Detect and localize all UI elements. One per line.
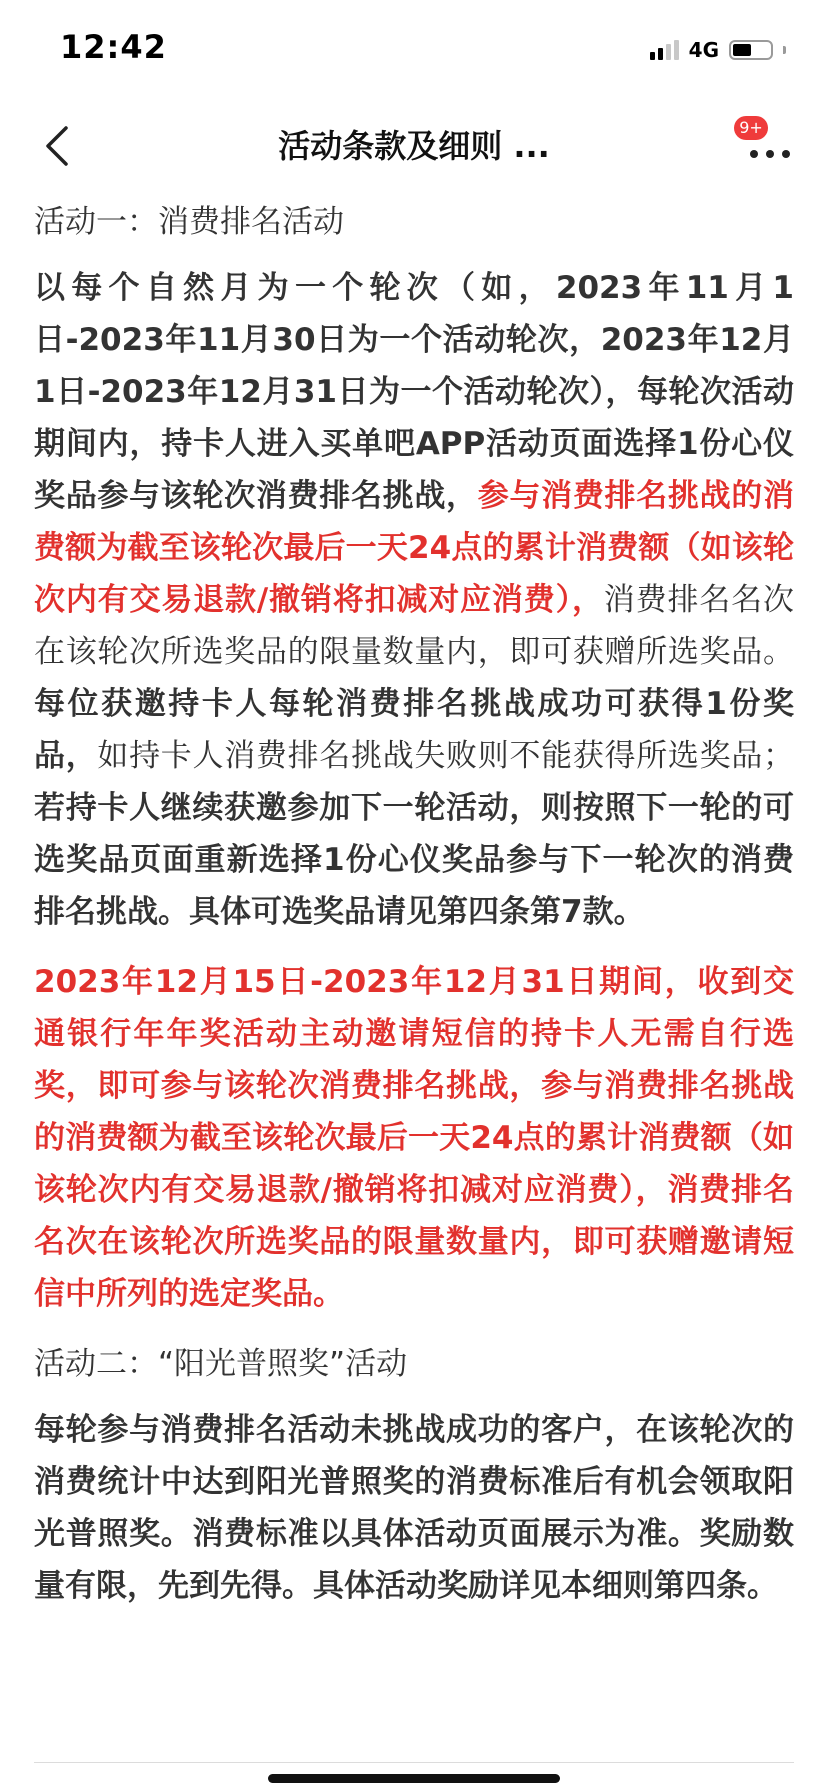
p1-sentence-1: 以每个自然月为一个轮次（如，2023年11月1日-2023年11月30日为一个活动轮次，2023年12月1日-2023年12月31日为一个活动轮次），每轮次活动期间内，持卡人进入买单吧APP活动页面选择1份心仪奖品参与该轮次消费排名挑战， — [34, 270, 794, 514]
activity-two-heading: 活动二：“阳光普照奖”活动 — [34, 1346, 408, 1382]
status-bar — [0, 0, 828, 96]
status-indicators — [650, 38, 786, 62]
p1-sentence-3: 消费排名名次在该轮次所选奖品的限量数量内，即可获赠所选奖品。 — [34, 582, 794, 670]
chevron-left-icon — [36, 116, 80, 176]
invitation-paragraph: 2023年12月15日-2023年12月31日期间，收到交通银行年年奖活动主动邀请短信的持卡人无需自行选奖，即可参与该轮次消费排名挑战，参与消费排名挑战的消费额为截至该轮次最后一天24点的累计消费额（如该轮次内有交易退款/撤销将扣减对应消费），消费排名名次在该轮次所选奖品的限量数量内，即可获赠邀请短信中所列的选定奖品。 — [34, 964, 794, 1312]
more-button[interactable] — [739, 116, 798, 176]
navigation-bar — [0, 96, 828, 206]
p1-sentence-4: 每位获邀持卡人每轮消费排名挑战成功可获得1份奖品， — [34, 686, 794, 774]
page-title: 活动条款及细则 ... — [278, 127, 550, 165]
signal-icon — [650, 40, 679, 60]
activity-one-heading: 活动一：消费排名活动 — [34, 204, 344, 240]
p1-sentence-5: 如持卡人消费排名挑战失败则不能获得所选奖品； — [97, 738, 795, 774]
notification-badge: 9+ — [734, 116, 768, 140]
status-time: 12:42 — [60, 28, 167, 66]
battery-icon — [729, 40, 773, 60]
p1-highlight: 参与消费排名挑战的消费额为截至该轮次最后一天24点的累计消费额（如该轮次内有交易退款/撤销将扣减对应消费）， — [34, 478, 795, 618]
p1-sentence-6: 若持卡人继续获邀参加下一轮活动，则按照下一轮的可选奖品页面重新选择1份心仪奖品参与下一轮次的消费排名挑战。具体可选奖品请见第四条第7款。 — [34, 790, 794, 930]
terms-content — [34, 196, 794, 1630]
network-type: 4G — [688, 38, 719, 62]
back-button[interactable] — [36, 116, 80, 176]
activity-one-paragraph — [34, 262, 794, 938]
home-indicator[interactable] — [268, 1774, 560, 1783]
battery-tip — [783, 46, 786, 54]
more-dots-icon — [750, 150, 790, 158]
bottom-divider — [34, 1762, 794, 1763]
activity-two-paragraph: 每轮参与消费排名活动未挑战成功的客户，在该轮次的消费统计中达到阳光普照奖的消费标准后有机会领取阳光普照奖。消费标准以具体活动页面展示为准。奖励数量有限，先到先得。具体活动奖励详见本细则第四条。 — [34, 1412, 794, 1604]
